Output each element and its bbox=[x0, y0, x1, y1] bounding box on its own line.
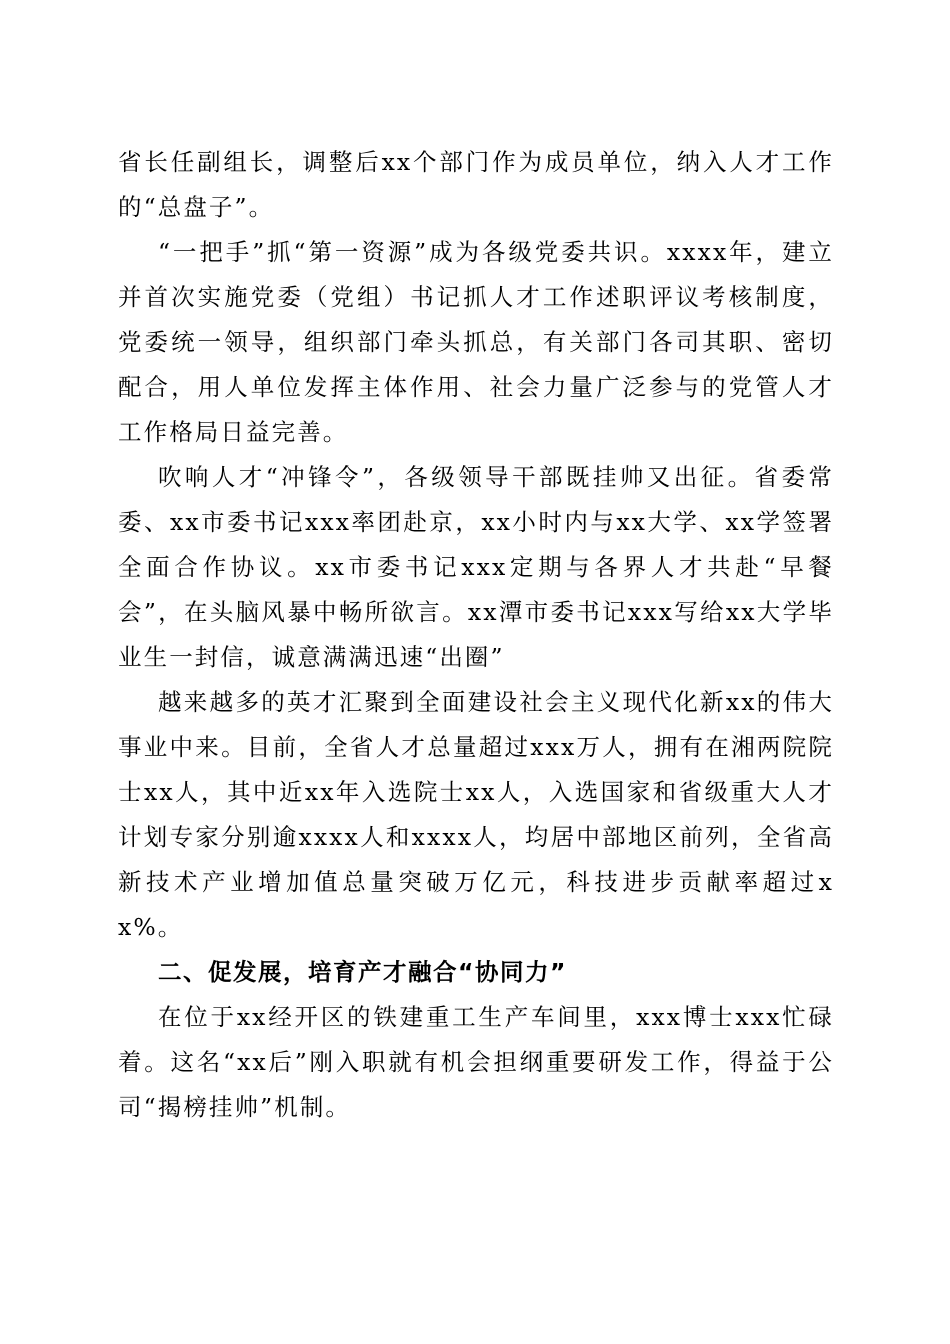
paragraph-party-leadership: “一把手”抓“第一资源”成为各级党委共识。xxxx年，建立并首次实施党委（党组）书记抓人才工作述职评议考核制度，党委统一领导，组织部门牵头抓总，有关部门各司其职、密切配合，用人单位发挥主体作用、社会力量广泛参与的党管人才工作格局日益完善。 bbox=[118, 238, 834, 446]
paragraph-talent-statistics: 越来越多的英才汇聚到全面建设社会主义现代化新xx的伟大事业中来。目前，全省人才总量超过xxx万人，拥有在湘两院院士xx人，其中近xx年入选院士xx人，入选国家和省级重大人才计划专家分别逾xxxx人和xxxx人，均居中部地区前列，全省高新技术产业增加值总量突破万亿元，科技进步贡献率超过xx%。 bbox=[118, 688, 834, 941]
paragraph-talent-call: 吹响人才“冲锋令”，各级领导干部既挂帅又出征。省委常委、xx市委书记xxx率团赴京，xx小时内与xx大学、xx学签署全面合作协议。xx市委书记xxx定期与各界人才共赴“早餐会”，在头脑风暴中畅所欲言。xx潭市委书记xxx写给xx大学毕业生一封信，诚意满满迅速“出圈” bbox=[118, 463, 834, 671]
paragraph-continuation: 省长任副组长，调整后xx个部门作为成员单位，纳入人才工作的“总盘子”。 bbox=[118, 148, 834, 221]
document-body bbox=[118, 140, 834, 1130]
paragraph-rd-example: 在位于xx经开区的铁建重工生产车间里，xxx博士xxx忙碌着。这名“xx后”刚入职就有机会担纲重要研发工作，得益于公司“揭榜挂帅”机制。 bbox=[118, 1003, 834, 1121]
section-heading: 二、促发展，培育产才融合“协同力” bbox=[158, 958, 567, 986]
